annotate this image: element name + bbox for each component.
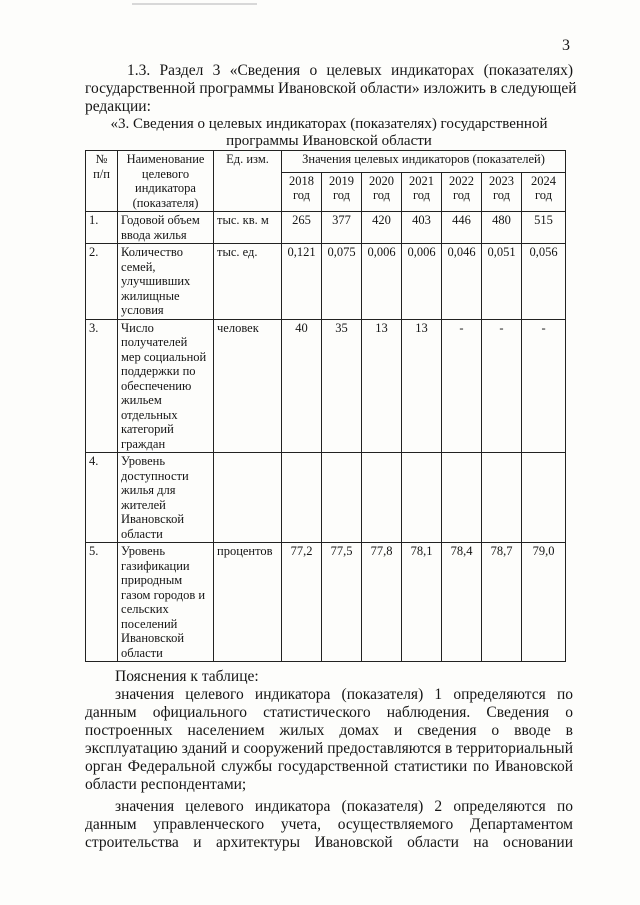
- row-unit: человек: [214, 319, 282, 453]
- row-value: 78,7: [482, 543, 522, 662]
- table-row: [86, 212, 566, 244]
- header-row: [86, 151, 566, 173]
- notes-heading: Пояснения к таблице:: [115, 668, 259, 685]
- notes-p1-line: области респондентами;: [85, 776, 247, 793]
- row-name: Количество семей, улучшивших жилищные условия: [118, 244, 214, 320]
- intro-line-2: государственной программы Ивановской области» изложить в следующей: [85, 80, 577, 97]
- row-num: 1.: [86, 212, 118, 244]
- row-name: Уровень доступности жилья для жителей Ивановской области: [118, 453, 214, 543]
- row-num: 2.: [86, 244, 118, 320]
- header-num: № п/п: [86, 151, 118, 212]
- row-unit: [214, 453, 282, 543]
- row-value: [362, 453, 402, 543]
- row-value: 13: [362, 319, 402, 453]
- notes-p2-line: строительства и архитектуры Ивановской области на основании: [85, 834, 573, 851]
- header-year: 2022 год: [442, 172, 482, 211]
- row-value: 13: [402, 319, 442, 453]
- row-value: 0,075: [322, 244, 362, 320]
- notes-p1-line: данным официального статистического наблюдения. Сведения о: [85, 704, 573, 721]
- row-value: 480: [482, 212, 522, 244]
- row-value: 77,2: [282, 543, 322, 662]
- intro-paragraph: [85, 62, 577, 116]
- scan-artifact: [132, 3, 257, 5]
- header-year: 2019 год: [322, 172, 362, 211]
- row-num: 4.: [86, 453, 118, 543]
- notes-p1-line: построенных населением жилых домах и сведения о вводе в: [85, 722, 573, 739]
- row-num: 3.: [86, 319, 118, 453]
- row-value: 78,1: [402, 543, 442, 662]
- header-name: Наименование целевого индикатора (показателя): [118, 151, 214, 212]
- row-num: 5.: [86, 543, 118, 662]
- row-value: [522, 453, 566, 543]
- header-year: 2021 год: [402, 172, 442, 211]
- row-value: [322, 453, 362, 543]
- page-number: 3: [562, 37, 570, 54]
- row-value: [402, 453, 442, 543]
- notes-section: [85, 668, 573, 852]
- row-name: Число получателей мер социальной поддержки по обеспечению жильем отдельных категорий граждан: [118, 319, 214, 453]
- row-value: 77,5: [322, 543, 362, 662]
- header-year: 2024 год: [522, 172, 566, 211]
- header-year: 2023 год: [482, 172, 522, 211]
- row-value: -: [522, 319, 566, 453]
- row-value: 265: [282, 212, 322, 244]
- row-value: -: [482, 319, 522, 453]
- notes-p2-line: значения целевого индикатора (показателя) 2 определяются по: [115, 798, 573, 815]
- notes-p1-line: эксплуатацию зданий и сооружений предоставляются в территориальный: [85, 740, 573, 757]
- notes-p2-line: данным управленческого учета, осуществляемого Департаментом: [85, 816, 573, 833]
- row-value: 377: [322, 212, 362, 244]
- intro-line-3: редакции:: [85, 98, 151, 115]
- header-year: 2018 год: [282, 172, 322, 211]
- row-value: 420: [362, 212, 402, 244]
- row-value: 40: [282, 319, 322, 453]
- row-unit: процентов: [214, 543, 282, 662]
- row-value: 35: [322, 319, 362, 453]
- row-value: 77,8: [362, 543, 402, 662]
- row-value: -: [442, 319, 482, 453]
- table-row: [86, 453, 566, 543]
- row-name: Годовой объем ввода жилья: [118, 212, 214, 244]
- row-value: 0,006: [402, 244, 442, 320]
- table-row: [86, 244, 566, 320]
- table-title: [85, 116, 573, 150]
- table-title-line-2: программы Ивановской области: [226, 133, 432, 149]
- row-value: 78,4: [442, 543, 482, 662]
- indicators-table: [85, 150, 566, 662]
- row-value: 0,006: [362, 244, 402, 320]
- table-row: [86, 543, 566, 662]
- row-value: [442, 453, 482, 543]
- row-unit: тыс. кв. м: [214, 212, 282, 244]
- row-value: 0,121: [282, 244, 322, 320]
- header-values-group: Значения целевых индикаторов (показателей): [282, 151, 566, 173]
- row-value: 0,056: [522, 244, 566, 320]
- intro-line-1: 1.3. Раздел 3 «Сведения о целевых индикаторах (показателях): [127, 62, 573, 79]
- table-title-line-1: «3. Сведения о целевых индикаторах (показателях) государственной: [110, 116, 548, 132]
- header-unit: Ед. изм.: [214, 151, 282, 212]
- row-value: [282, 453, 322, 543]
- row-value: [482, 453, 522, 543]
- row-name: Уровень газификации природным газом городов и сельских поселений Ивановской области: [118, 543, 214, 662]
- row-value: 0,046: [442, 244, 482, 320]
- row-value: 79,0: [522, 543, 566, 662]
- row-value: 0,051: [482, 244, 522, 320]
- row-value: 446: [442, 212, 482, 244]
- row-value: 515: [522, 212, 566, 244]
- notes-p1-line: значения целевого индикатора (показателя) 1 определяются по: [115, 686, 573, 703]
- notes-p1-line: орган Федеральной службы государственной статистики по Ивановской: [85, 758, 573, 775]
- row-unit: тыс. ед.: [214, 244, 282, 320]
- header-year: 2020 год: [362, 172, 402, 211]
- table-row: [86, 319, 566, 453]
- row-value: 403: [402, 212, 442, 244]
